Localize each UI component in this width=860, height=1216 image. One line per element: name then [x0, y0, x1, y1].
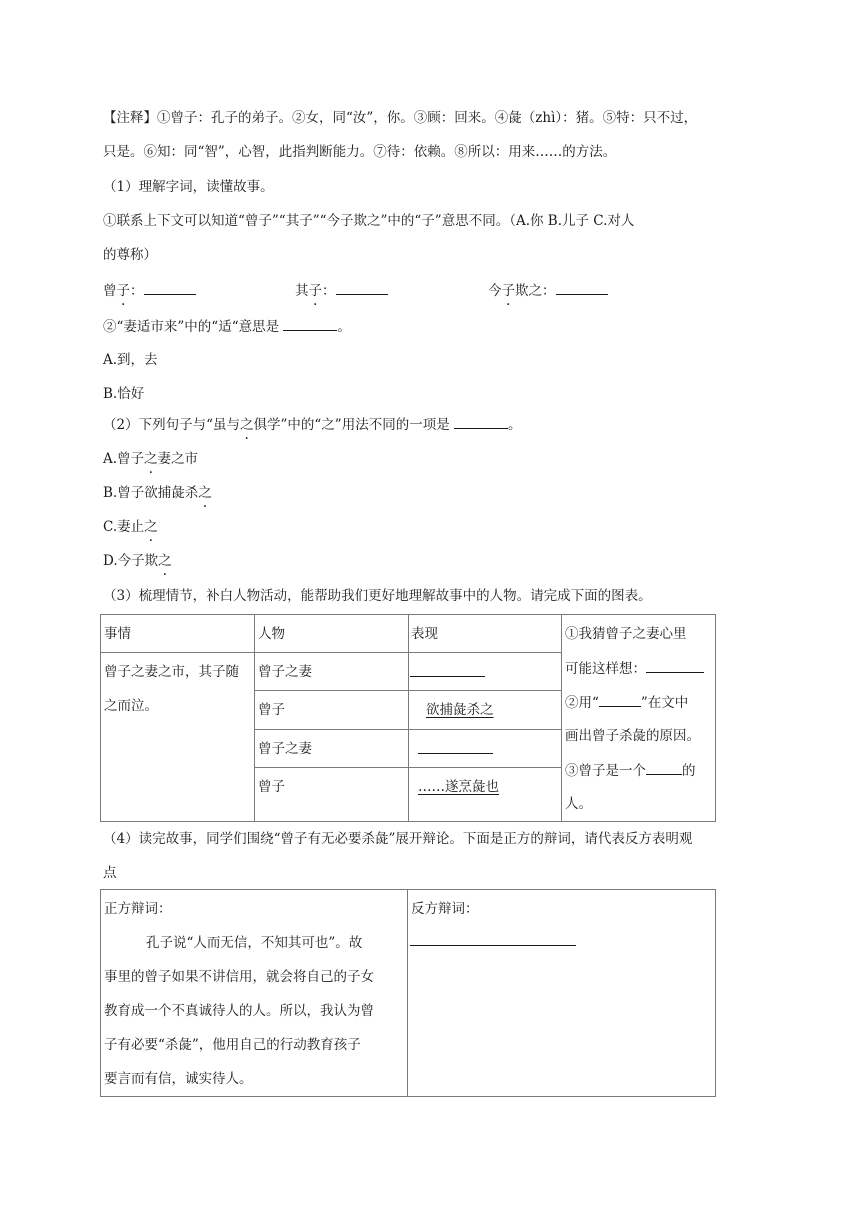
emphasis-char: 之: [198, 485, 212, 501]
q1-option-a: A.到，去: [103, 352, 158, 368]
q3-side-2b: 画出曾子杀彘的原因。: [565, 728, 700, 744]
q4-table: [100, 889, 716, 1097]
q4-title-line1: （4）读完故事，同学们围绕“曾子有无必要杀彘”展开辩论。下面是正方的辩词，请代表反方表明观: [103, 831, 693, 847]
q1-item-c: 今子欺之：: [488, 280, 608, 301]
q3-event-line1: 曾子之妻之市，其子随: [104, 664, 239, 680]
q3-person-3: 曾子之妻: [258, 741, 312, 757]
notes-line-2: 只是。⑥知：同“智”，心智，此指判断能力。⑦待：依赖。⑧所以：用来……的方法。: [103, 144, 617, 160]
notes-line-1: 【注释】①曾子：孔子的弟子。②女，同“汝”，你。③顾：回来。④彘（zhì）：猪。⑤特：只不过，: [103, 110, 698, 126]
q2-option-b: B.曾子欲捕彘杀之: [103, 485, 212, 501]
emphasis-char: 之: [158, 553, 172, 569]
q3-side-3b: 人。: [565, 796, 592, 812]
answer-blank[interactable]: [283, 316, 337, 331]
q3-side-1b: 可能这样想：: [565, 658, 704, 679]
q3-show-1: [410, 662, 485, 683]
q3-show-3: [418, 739, 493, 760]
q1-sub1-line1: ①联系上下文可以知道“曾子”“其子”“今子欺之”中的“子”意思不同。（A.你 B.儿子 C.对人: [103, 213, 635, 229]
q4-pro-cell: [101, 890, 408, 1097]
q4-con-cell: [407, 890, 716, 1097]
q3-side-1a: ①我猜曾子之妻心里: [565, 626, 687, 642]
q4-con-answer: [410, 931, 576, 952]
q1-title: （1）理解字词，读懂故事。: [103, 179, 274, 195]
q4-title-line2: 点: [103, 865, 117, 881]
q3-show-4: ……遂烹彘也: [418, 779, 499, 795]
emphasis-char: 之: [144, 519, 158, 535]
answer-blank[interactable]: [418, 739, 493, 754]
q4-pro-line: 事里的曾子如果不讲信用，就会将自己的子女: [104, 969, 374, 985]
emphasis-char: 子: [501, 283, 515, 299]
answer-blank[interactable]: [410, 662, 485, 677]
q3-header-event: 事情: [104, 626, 131, 642]
q3-side-3a: ③曾子是一个 的: [565, 760, 696, 781]
q1-sub1-line2: 的尊称）: [103, 247, 157, 263]
emphasis-char: 之: [144, 451, 158, 467]
emphasis-char: 之: [240, 417, 254, 433]
q4-pro-line: 要言而有信，诚实待人。: [104, 1071, 253, 1087]
emphasis-char: 子: [116, 283, 130, 299]
answer-blank[interactable]: [646, 658, 704, 673]
q3-show-2: 欲捕彘杀之: [426, 702, 494, 718]
q4-pro-label: 正方辩词：: [104, 901, 172, 917]
q2-option-c: C.妻止之: [103, 519, 158, 535]
q3-title: （3）梳理情节，补白人物活动，能帮助我们更好地理解故事中的人物。请完成下面的图表。: [103, 588, 652, 604]
q4-con-label: 反方辩词：: [411, 901, 479, 917]
q3-header-show: 表现: [411, 626, 438, 642]
q2-option-d: D.今子欺之: [103, 553, 172, 569]
q4-pro-line: 孔子说“人而无信，不知其可也”。故: [146, 935, 363, 951]
q1-item-a: 曾子：: [103, 280, 196, 301]
q3-side-2a: ②用“ ”在文中: [565, 692, 688, 713]
q3-event-line2: 之而泣。: [104, 698, 158, 714]
q1-option-b: B.恰好: [103, 386, 145, 402]
answer-blank[interactable]: [599, 692, 641, 707]
answer-blank[interactable]: [410, 931, 576, 946]
q2-title: （2）下列句子与“虽与之俱学”中的“之”用法不同的一项是 。: [103, 414, 522, 435]
q4-pro-line: 教育成一个不真诚待人的人。所以，我认为曾: [104, 1003, 374, 1019]
q2-option-a: A.曾子之妻之市: [103, 451, 199, 467]
q3-person-1: 曾子之妻: [258, 664, 312, 680]
q3-person-4: 曾子: [258, 779, 285, 795]
q1-item-b: 其子：: [295, 280, 388, 301]
q3-header-person: 人物: [258, 626, 285, 642]
q4-pro-line: 子有必要“杀彘”，他用自己的行动教育孩子: [104, 1037, 361, 1053]
q3-person-2: 曾子: [258, 702, 285, 718]
answer-blank[interactable]: [336, 280, 388, 295]
q3-side-cell: [562, 615, 716, 822]
answer-blank[interactable]: [144, 280, 196, 295]
q1-sub2: ②“妻适市来”中的“适“意思是 。: [103, 316, 351, 337]
answer-blank[interactable]: [646, 760, 682, 775]
answer-blank[interactable]: [556, 280, 608, 295]
answer-blank[interactable]: [454, 414, 508, 429]
emphasis-char: 子: [308, 283, 322, 299]
q3-table: [100, 614, 716, 822]
